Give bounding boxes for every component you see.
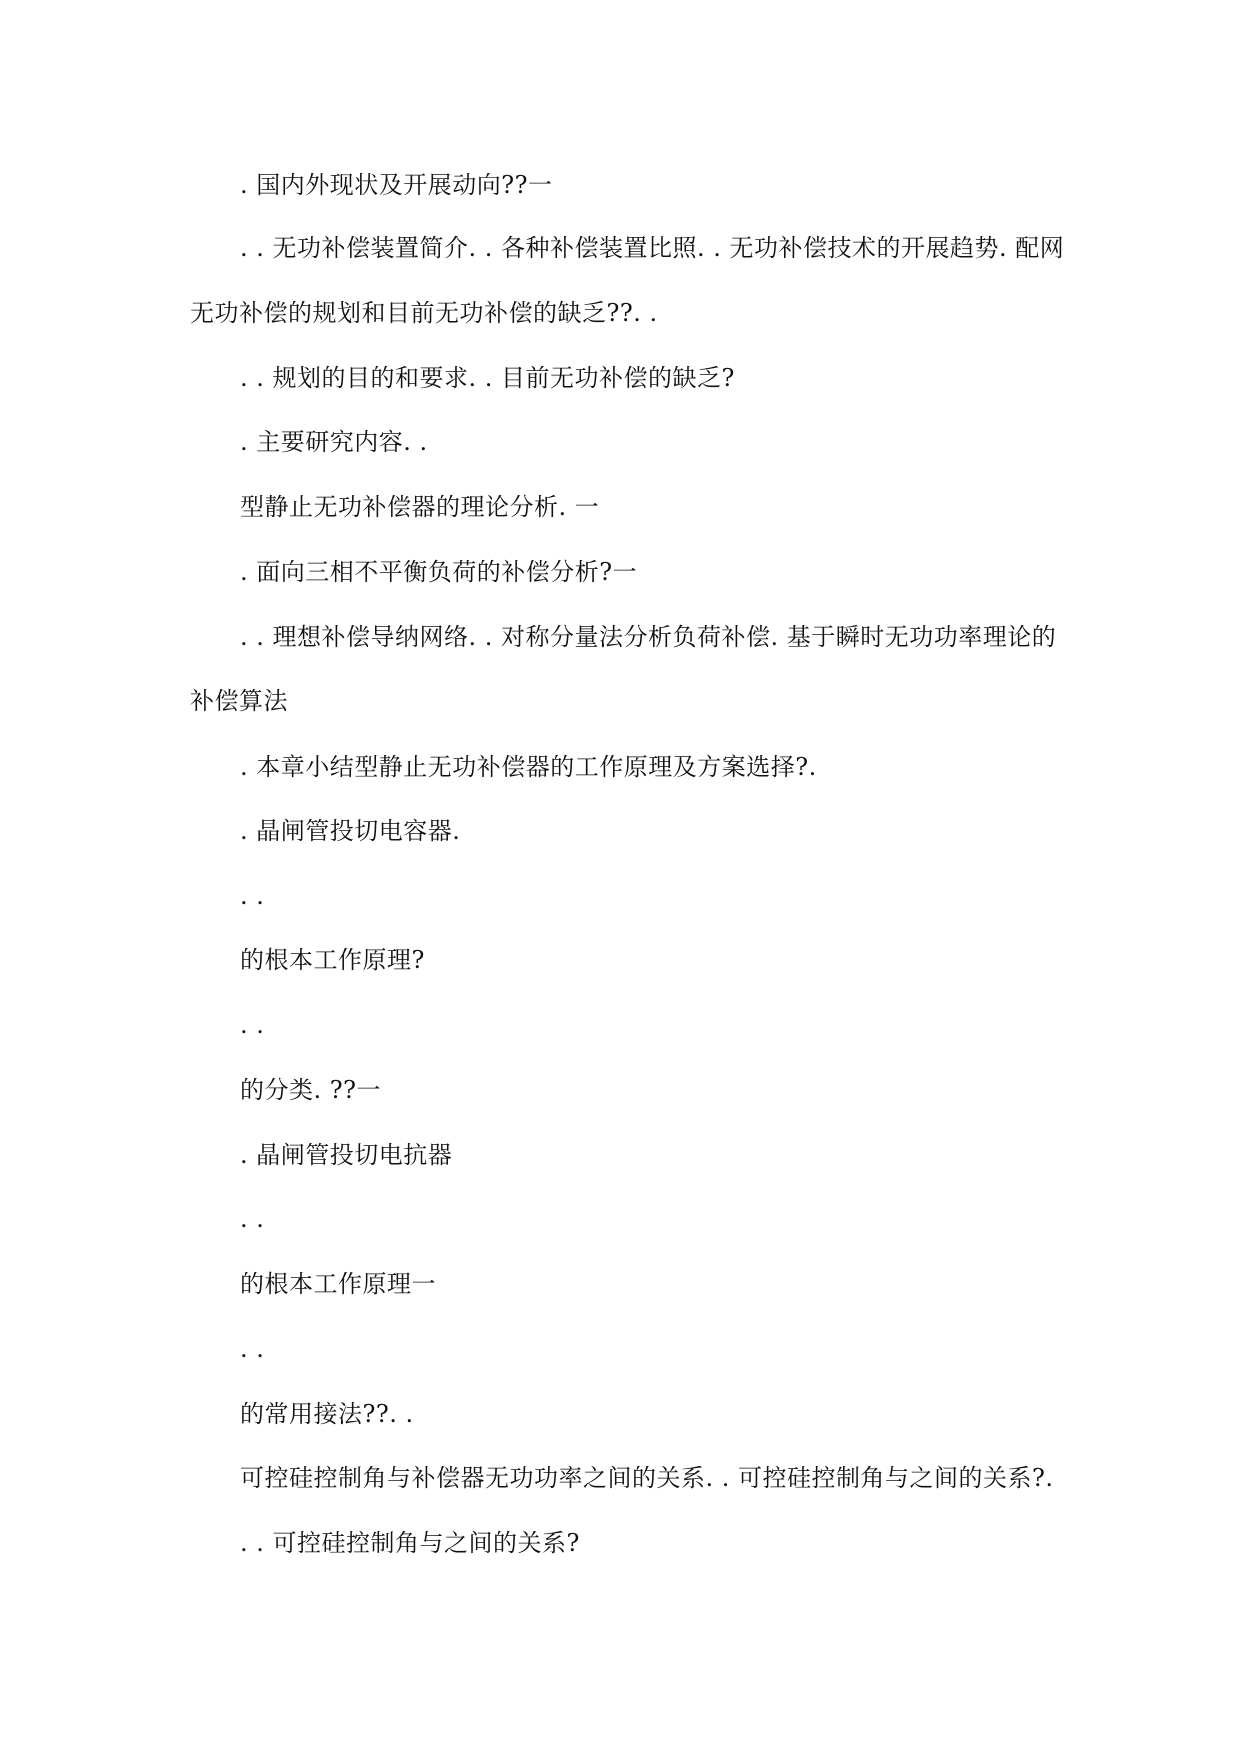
- text-line: . .: [240, 1011, 265, 1039]
- text-line: . .: [240, 882, 265, 910]
- text-line: 的常用接法??. .: [240, 1400, 414, 1428]
- text-line: . 主要研究内容. .: [240, 428, 428, 456]
- text-line: 无功补偿的规划和目前无功补偿的缺乏??. .: [190, 299, 658, 327]
- text-line: . 国内外现状及开展动向??一: [240, 171, 553, 199]
- text-line: 的分类. ??一: [240, 1076, 381, 1104]
- text-line: . 面向三相不平衡负荷的补偿分析?一: [240, 558, 638, 586]
- text-line: 补偿算法: [190, 687, 288, 715]
- text-line: 的根本工作原理一: [240, 1270, 436, 1298]
- text-line: . .: [240, 1335, 265, 1363]
- text-line: . 晶闸管投切电容器.: [240, 817, 461, 845]
- text-line: . . 无功补偿装置简介. . 各种补偿装置比照. . 无功补偿技术的开展趋势. 配网: [240, 234, 1065, 262]
- text-line: . . 可控硅控制角与之间的关系?: [240, 1529, 580, 1557]
- text-line: . . 理想补偿导纳网络. . 对称分量法分析负荷补偿. 基于瞬时无功功率理论的: [240, 623, 1057, 651]
- text-line: . . 规划的目的和要求. . 目前无功补偿的缺乏?: [240, 364, 735, 392]
- text-line: . 晶闸管投切电抗器: [240, 1141, 453, 1169]
- text-line: 可控硅控制角与补偿器无功功率之间的关系. . 可控硅控制角与之间的关系?.: [240, 1464, 1054, 1492]
- text-line: 型静止无功补偿器的理论分析. 一: [240, 493, 600, 521]
- text-line: . .: [240, 1205, 265, 1233]
- text-line: . 本章小结型静止无功补偿器的工作原理及方案选择?.: [240, 753, 817, 781]
- text-line: 的根本工作原理?: [240, 946, 425, 974]
